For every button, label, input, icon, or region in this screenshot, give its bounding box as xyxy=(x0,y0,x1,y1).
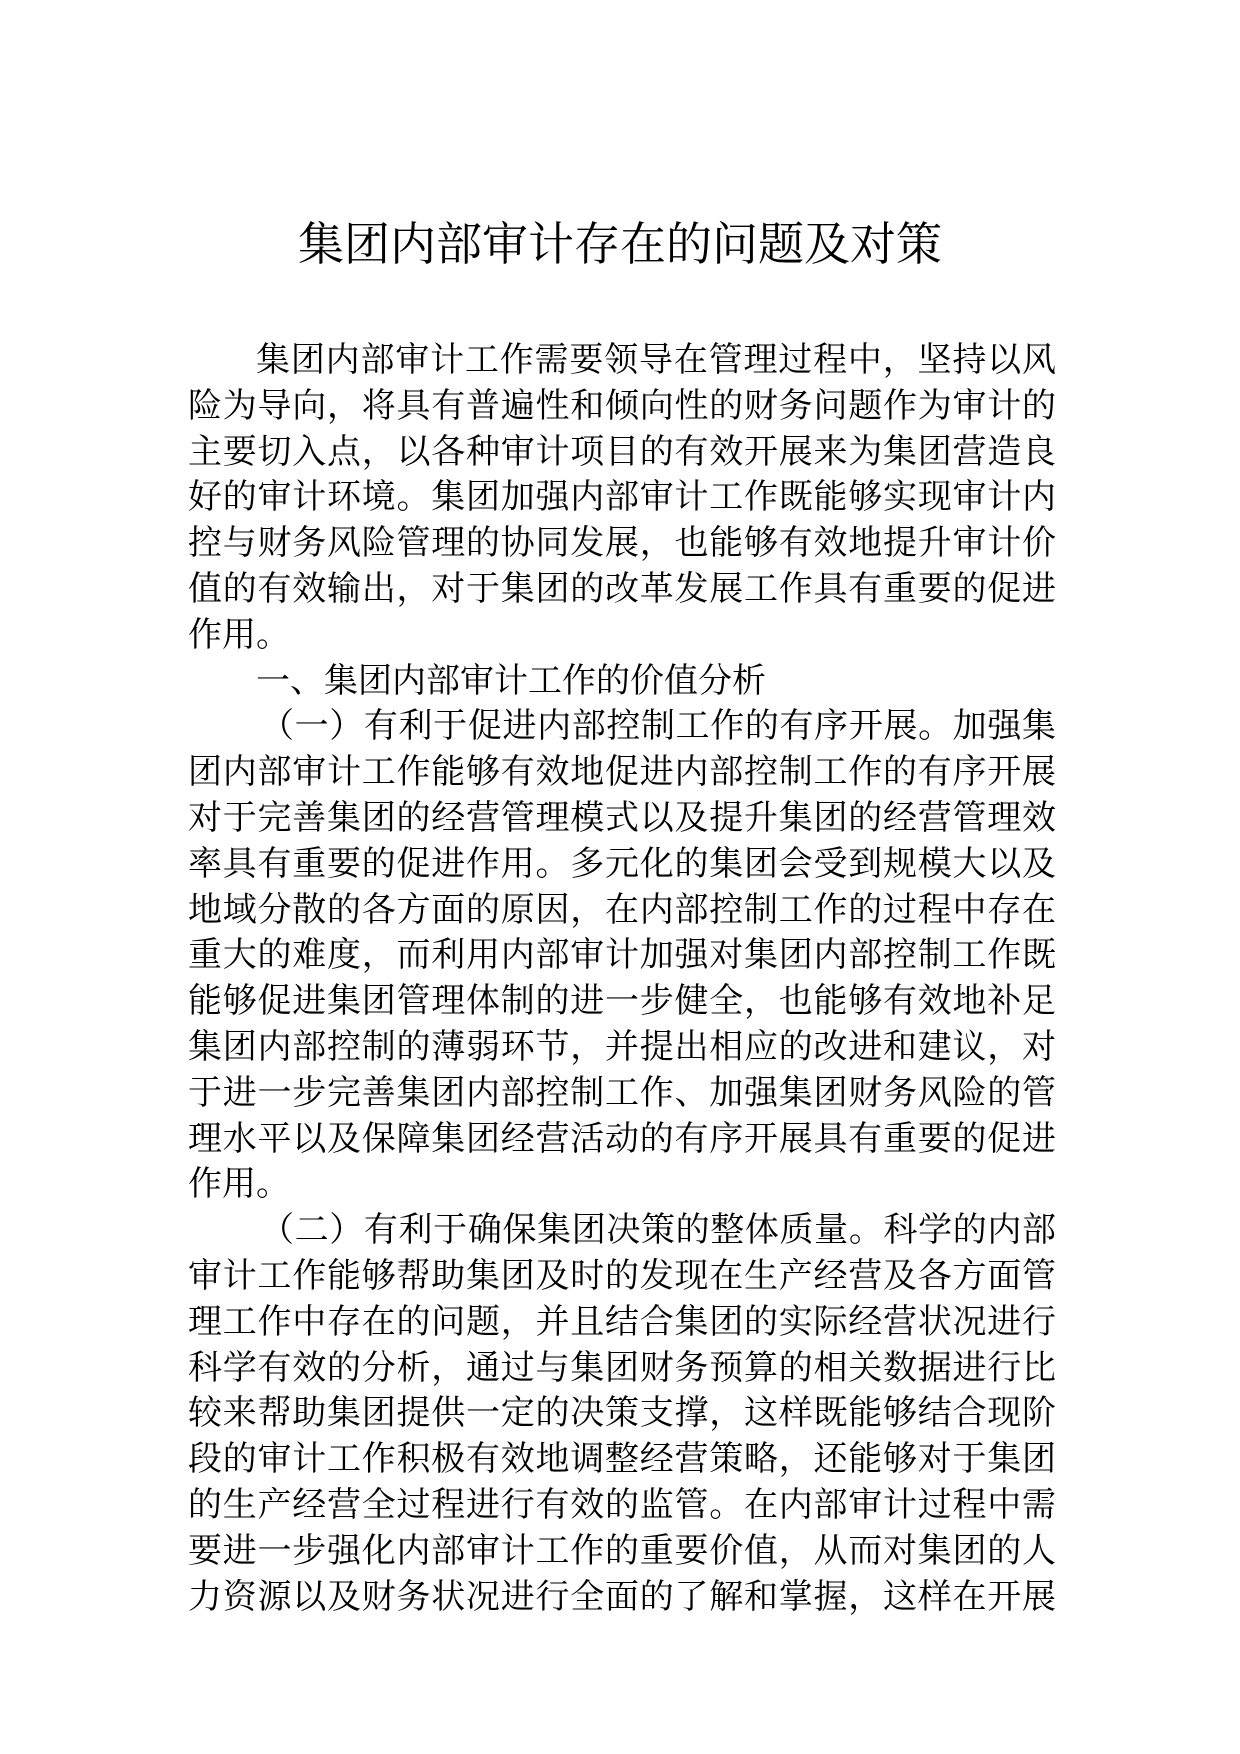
text-line: 作用。 xyxy=(188,614,290,655)
text-line: 团内部审计工作能够有效地促进内部控制工作的有序开展 xyxy=(188,752,1056,793)
text-line: 险为导向，将具有普遍性和倾向性的财务问题作为审计的 xyxy=(188,385,1056,426)
text-line: 好的审计环境。集团加强内部审计工作既能够实现审计内 xyxy=(188,477,1056,518)
text-line: 较来帮助集团提供一定的决策支撑，这样既能够结合现阶 xyxy=(188,1393,1056,1434)
text-line: 控与财务风险管理的协同发展，也能够有效地提升审计价 xyxy=(188,523,1056,564)
text-line: 主要切入点，以各种审计项目的有效开展来为集团营造良 xyxy=(188,431,1056,472)
text-line: 集团内部审计工作需要领导在管理过程中，坚持以风 xyxy=(256,340,1056,380)
text-line: 理工作中存在的问题，并且结合集团的实际经营状况进行 xyxy=(188,1301,1056,1342)
text-line: 审计工作能够帮助集团及时的发现在生产经营及各方面管 xyxy=(188,1255,1056,1296)
text-line: 段的审计工作积极有效地调整经营策略，还能够对于集团 xyxy=(188,1439,1056,1480)
text-line: 对于完善集团的经营管理模式以及提升集团的经营管理效 xyxy=(188,797,1056,838)
text-line: 值的有效输出，对于集团的改革发展工作具有重要的促进 xyxy=(188,568,1056,609)
text-line: （一）有利于促进内部控制工作的有序开展。加强集 xyxy=(260,706,1056,747)
text-line: 重大的难度，而利用内部审计加强对集团内部控制工作既 xyxy=(188,935,1056,976)
text-line: 地域分散的各方面的原因，在内部控制工作的过程中存在 xyxy=(188,889,1056,930)
text-line: 力资源以及财务状况进行全面的了解和掌握，这样在开展 xyxy=(188,1576,1056,1617)
text-line: （二）有利于确保集团决策的整体质量。科学的内部 xyxy=(260,1210,1056,1251)
text-line: 科学有效的分析，通过与集团财务预算的相关数据进行比 xyxy=(188,1347,1056,1388)
document-body xyxy=(188,338,1056,1620)
text-line: 的生产经营全过程进行有效的监管。在内部审计过程中需 xyxy=(188,1484,1056,1525)
text-line: 要进一步强化内部审计工作的重要价值，从而对集团的人 xyxy=(188,1530,1056,1571)
text-line: 率具有重要的促进作用。多元化的集团会受到规模大以及 xyxy=(188,843,1056,884)
text-line: 理水平以及保障集团经营活动的有序开展具有重要的促进 xyxy=(188,1118,1056,1159)
text-line: 作用。 xyxy=(188,1164,290,1205)
text-line: 集团内部控制的薄弱环节，并提出相应的改进和建议，对 xyxy=(188,1026,1056,1067)
text-line: 于进一步完善集团内部控制工作、加强集团财务风险的管 xyxy=(188,1072,1056,1113)
section-heading: 一、集团内部审计工作的价值分析 xyxy=(256,660,766,701)
document-title: 集团内部审计存在的问题及对策 xyxy=(298,217,942,271)
text-line: 能够促进集团管理体制的进一步健全，也能够有效地补足 xyxy=(188,981,1056,1022)
